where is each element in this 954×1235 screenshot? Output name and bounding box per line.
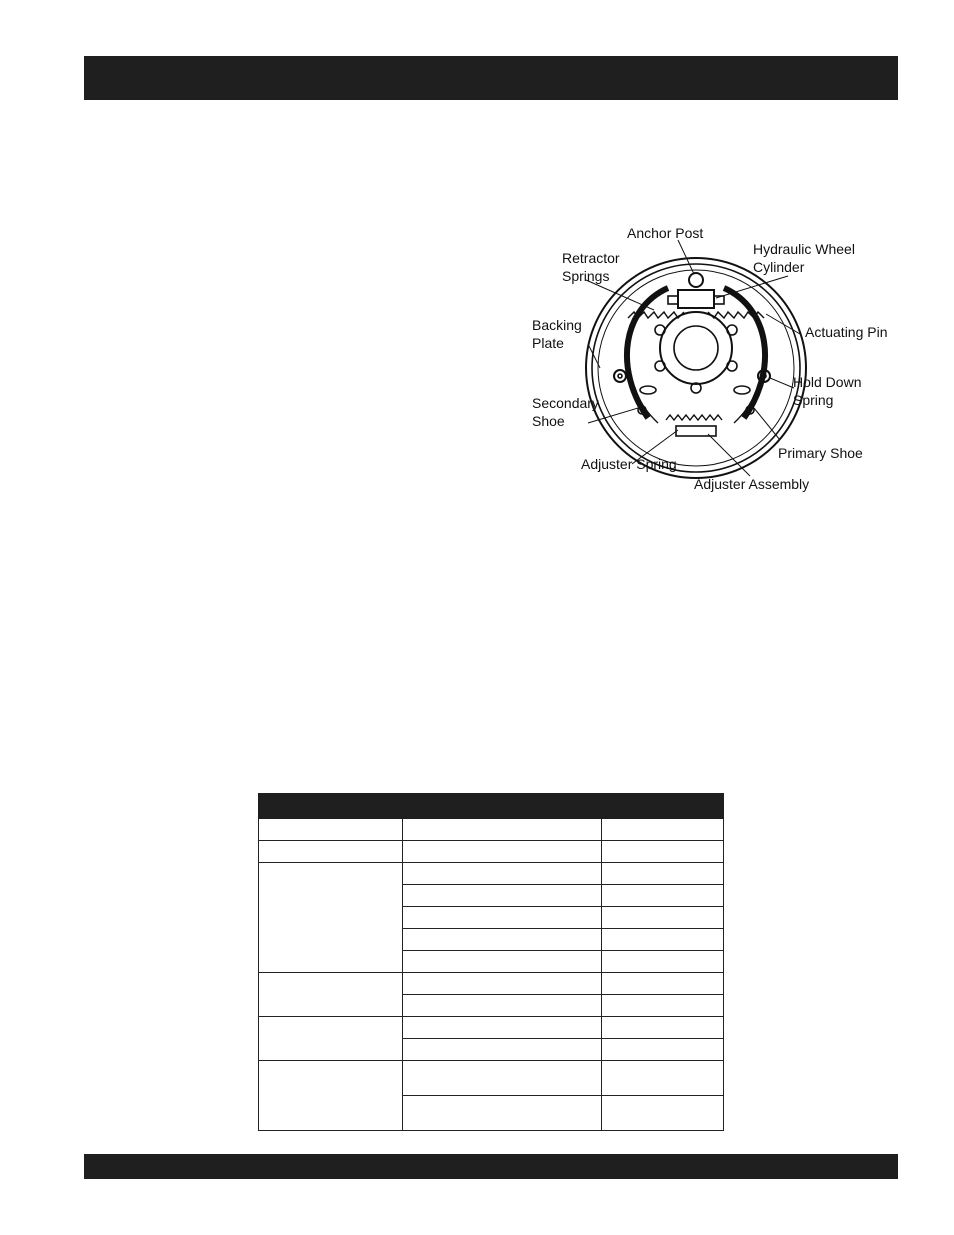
label-adjuster-assembly: Adjuster Assembly bbox=[694, 476, 810, 492]
spec-table bbox=[258, 793, 724, 1131]
label-retractor-springs: Retractor Springs bbox=[562, 250, 620, 284]
label-secondary-shoe: Secondary Shoe bbox=[532, 395, 599, 429]
table-row bbox=[259, 973, 724, 995]
table-row bbox=[259, 841, 724, 863]
label-hold-down-spring: Hold Down Spring bbox=[793, 374, 862, 408]
label-hydraulic-wheel-cylinder: Hydraulic Wheel Cylinder bbox=[753, 241, 855, 275]
label-adjuster-spring: Adjuster Spring bbox=[581, 456, 677, 472]
label-actuating-pin: Actuating Pin bbox=[805, 324, 888, 340]
brake-assembly-diagram bbox=[528, 218, 894, 498]
footer-bar bbox=[84, 1154, 898, 1179]
label-anchor-post: Anchor Post bbox=[627, 225, 704, 241]
table-row bbox=[259, 1061, 724, 1096]
label-primary-shoe: Primary Shoe bbox=[778, 445, 863, 461]
table-header-row bbox=[259, 794, 724, 819]
label-backing-plate: Backing Plate bbox=[532, 317, 582, 351]
header-bar bbox=[84, 56, 898, 100]
table-row bbox=[259, 863, 724, 885]
table-row bbox=[259, 819, 724, 841]
table-row bbox=[259, 1017, 724, 1039]
